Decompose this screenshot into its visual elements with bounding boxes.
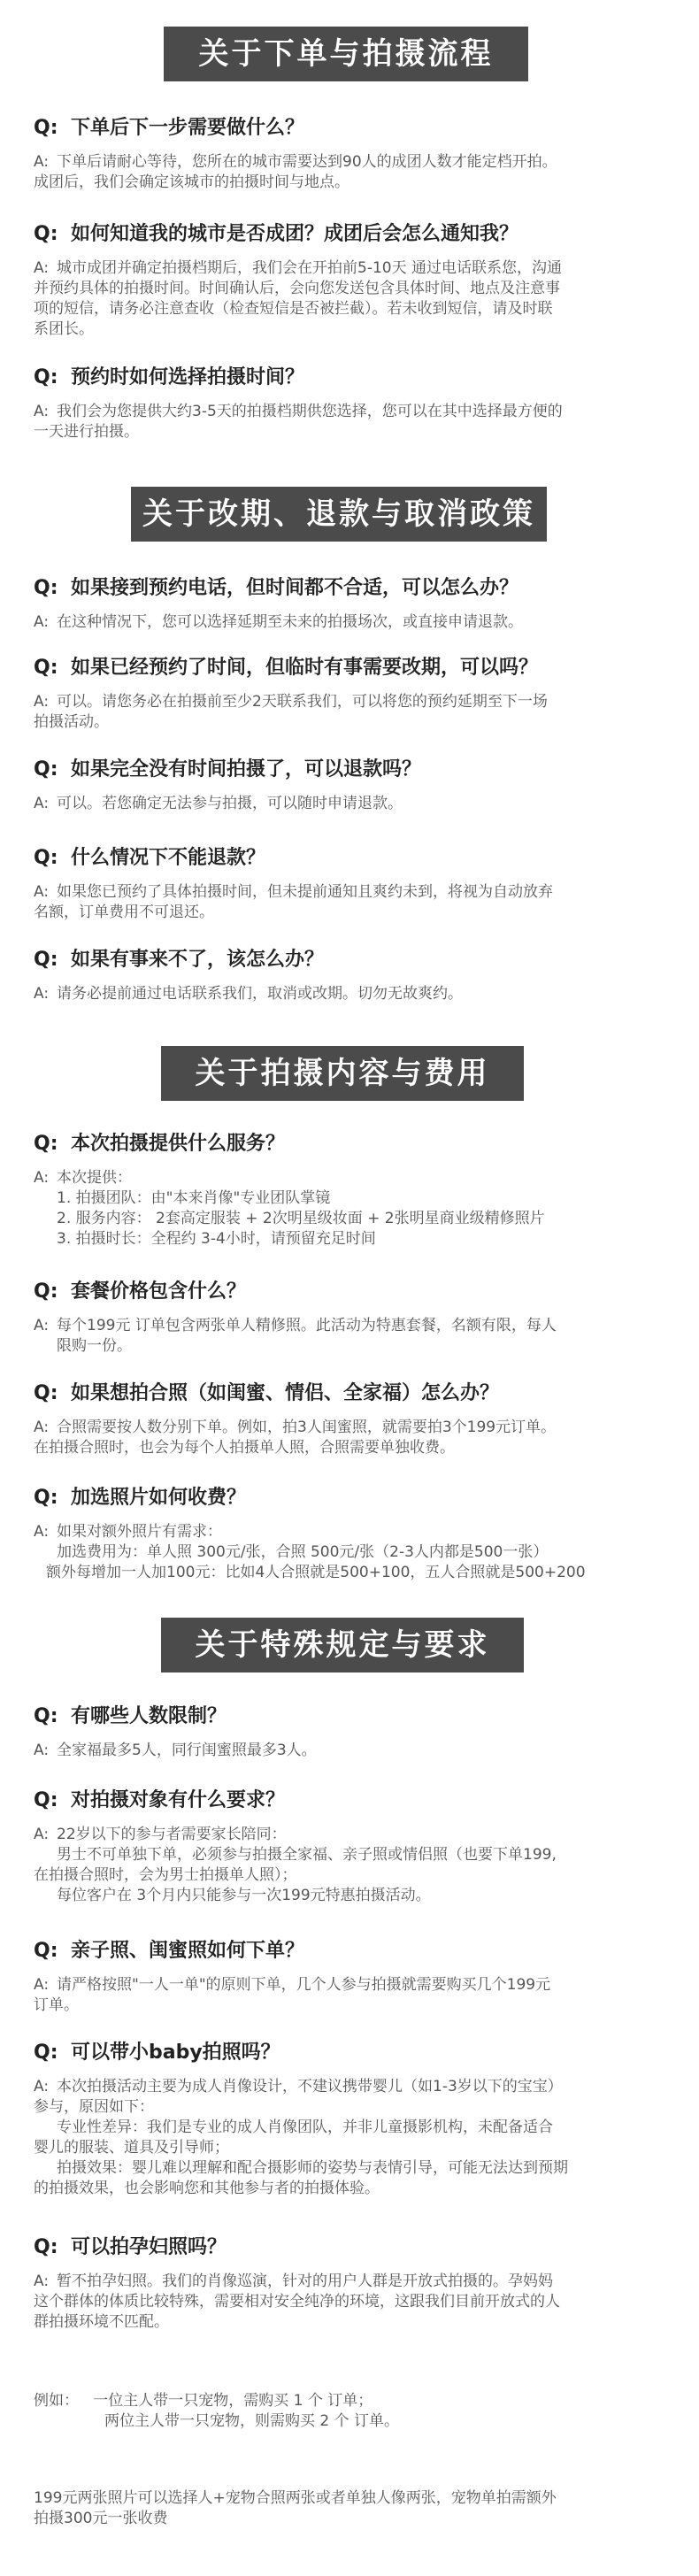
- pet-example-text: 一位主人带一只宠物，需购买 1 个 订单；: [93, 2392, 373, 2410]
- question-text: 本次拍摄提供什么服务？: [71, 1133, 286, 1155]
- section-header-order-process: 关于下单与拍摄流程: [164, 27, 528, 81]
- answer-line: 城市成团并确定拍摄档期后，我们会在开拍前5-10天 通过电话联系您，沟通: [57, 259, 562, 277]
- a-label: A:: [34, 1317, 50, 1334]
- pet-example: [34, 2380, 680, 2432]
- question-text: 可以拍孕妇照吗？: [71, 2236, 227, 2258]
- answer-line: 名额，订单费用不可退还。: [34, 904, 214, 921]
- faq-item: [34, 1703, 680, 1761]
- answer-line: 1. 拍摄团队：由"本来肖像"专业团队掌镜: [57, 1189, 331, 1207]
- answer-line: 在拍摄合照时，也会为每个人拍摄单人照，合照需要单独收费。: [34, 1439, 455, 1457]
- q-label: Q:: [34, 2042, 58, 2064]
- answer-line: 订单。: [34, 1996, 79, 2014]
- a-label: A:: [34, 693, 50, 711]
- a-label: A:: [34, 883, 50, 901]
- answer-line: 婴儿的服装、道具及引导师；: [34, 2139, 229, 2157]
- q-label: Q:: [34, 223, 58, 245]
- q-label: Q:: [34, 657, 58, 679]
- answer-line: 群拍摄环境不匹配。: [34, 2313, 169, 2331]
- answer-line: 参与，原因如下：: [34, 2098, 154, 2116]
- answer-line: 可以。若您确定无法参与拍摄，可以随时申请退款。: [57, 795, 403, 812]
- answer-line: 下单后请耐心等待，您所在的城市需要达到90人的成团人数才能定档开拍。: [57, 153, 557, 171]
- a-label: A:: [34, 1169, 50, 1187]
- answer-line: 额外每增加一人加100元：比如4人合照就是500+100，五人合照就是500+200: [46, 1564, 586, 1581]
- faq-item: [34, 1380, 680, 1458]
- q-label: Q:: [34, 758, 58, 780]
- answer-line: 暂不拍孕妇照。我们的肖像巡演，针对的用户人群是开放式拍摄的。孕妈妈: [57, 2272, 553, 2290]
- question-text: 如果接到预约电话，但时间都不合适，可以怎么办？: [71, 577, 519, 599]
- q-label: Q:: [34, 1705, 58, 1727]
- answer-line: 系团长。: [34, 320, 94, 338]
- answer-line: 全家福最多5人，同行闺蜜照最多3人。: [57, 1742, 317, 1759]
- answer-line: 可以。请您务必在拍摄前至少2天联系我们，可以将您的预约延期至下一场: [57, 693, 548, 711]
- faq-item: [34, 221, 680, 340]
- q-label: Q:: [34, 117, 58, 139]
- answer-line: 2. 服务内容： 2套高定服装 + 2次明星级妆面 + 2张明星商业级精修照片: [57, 1210, 545, 1227]
- answer-line: 如果您已预约了具体拍摄时间，但未提前通知且爽约未到，将视为自动放弃: [57, 883, 553, 901]
- q-label: Q:: [34, 1487, 58, 1509]
- faq-item: [34, 947, 680, 1004]
- q-label: Q:: [34, 366, 58, 388]
- q-label: Q:: [34, 2236, 58, 2258]
- question-text: 如果有事来不了，该怎么办？: [71, 949, 325, 971]
- faq-item: [34, 1788, 680, 1906]
- answer-line: 本次拍摄活动主要为成人肖像设计，不建议携带婴儿（如1-3岁以下的宝宝）: [57, 2078, 563, 2095]
- question-text: 对拍摄对象有什么要求？: [71, 1789, 286, 1811]
- a-label: A:: [34, 613, 50, 631]
- q-label: Q:: [34, 1382, 58, 1404]
- answer-line: 的拍摄效果，也会影响您和其他参与者的拍摄体验。: [34, 2180, 380, 2197]
- answer-line: 加选费用为：单人照 300元/张，合照 500元/张（2-3人内都是500一张）: [57, 1543, 549, 1561]
- a-label: A:: [34, 1523, 50, 1541]
- answer-line: 请严格按照"一人一单"的原则下单，几个人参与拍摄就需要购买几个199元: [57, 1976, 551, 1994]
- a-label: A:: [34, 1419, 50, 1436]
- a-label: A:: [34, 1976, 50, 1994]
- answer-line: 每位客户在 3个月内只能参与一次199元特惠拍摄活动。: [57, 1887, 431, 1904]
- question-text: 如果已经预约了时间，但临时有事需要改期，可以吗？: [71, 657, 539, 679]
- question-text: 预约时如何选择拍摄时间？: [71, 366, 305, 388]
- question-text: 什么情况下不能退款？: [71, 847, 266, 869]
- answer-line: 在拍摄合照时，会为男士拍摄单人照）；: [34, 1866, 297, 1884]
- footer-note-line: 拍摄300元一张收费: [34, 2510, 168, 2527]
- a-label: A:: [34, 259, 50, 277]
- answer-line: 每个199元 订单包含两张单人精修照。此活动为特惠套餐，名额有限，每人: [57, 1317, 557, 1334]
- section-header-content-fees: 关于拍摄内容与费用: [161, 1046, 524, 1101]
- question-text: 套餐价格包含什么？: [71, 1280, 247, 1303]
- answer-line: 3. 拍摄时长：全程约 3-4小时，请预留充足时间: [57, 1230, 376, 1248]
- pet-example-line: 两位主人带一只宠物，则需购买 2 个 订单。: [104, 2412, 400, 2430]
- question-text: 如何知道我的城市是否成团？成团后会怎么通知我？: [71, 223, 519, 245]
- answer-line: 如果对额外照片有需求：: [57, 1523, 222, 1541]
- q-label: Q:: [34, 1280, 58, 1303]
- answer-line: 并预约具体的拍摄时间。时间确认后，会向您发送包含具体时间、地点及注意事: [34, 280, 560, 297]
- faq-item: [34, 1485, 680, 1583]
- answer-line: 在这种情况下，您可以选择延期至未来的拍摄场次，或直接申请退款。: [57, 613, 523, 631]
- footer-note-line: 199元两张照片可以选择人+宠物合照两张或者单独人像两张，宠物单拍需额外: [34, 2489, 557, 2507]
- question-text: 如果想拍合照（如闺蜜、情侣、全家福）怎么办？: [71, 1382, 500, 1404]
- answer-line: 限购一份。: [57, 1337, 132, 1355]
- question-text: 可以带小baby拍照吗？: [71, 2042, 280, 2064]
- question-text: 加选照片如何收费？: [71, 1487, 247, 1509]
- q-label: Q:: [34, 949, 58, 971]
- a-label: A:: [34, 2272, 50, 2290]
- answer-line: 22岁以下的参与者需要家长陪同：: [57, 1826, 287, 1843]
- answer-line: 合照需要按人数分别下单。例如，拍3人闺蜜照，就需要拍3个199元订单。: [57, 1419, 557, 1436]
- question-text: 如果完全没有时间拍摄了，可以退款吗？: [71, 758, 422, 780]
- faq-item: [34, 1938, 680, 2016]
- a-label: A:: [34, 403, 50, 420]
- faq-item: [34, 2234, 680, 2333]
- faq-item: [34, 365, 680, 442]
- a-label: A:: [34, 153, 50, 171]
- pet-example-prefix: 例如：: [34, 2392, 79, 2410]
- answer-line: 本次提供：: [57, 1169, 132, 1187]
- answer-line: 拍摄效果：婴儿难以理解和配合摄影师的姿势与表情引导，可能无法达到预期: [57, 2159, 568, 2177]
- a-label: A:: [34, 1826, 50, 1843]
- faq-item: [34, 655, 680, 733]
- faq-item: [34, 1131, 680, 1250]
- q-label: Q:: [34, 847, 58, 869]
- question-text: 亲子照、闺蜜照如何下单？: [71, 1940, 305, 1962]
- section-header-special-rules: 关于特殊规定与要求: [161, 1618, 524, 1672]
- faq-item: [34, 1279, 680, 1357]
- answer-line: 拍摄活动。: [34, 713, 109, 731]
- a-label: A:: [34, 795, 50, 812]
- faq-item: [34, 115, 680, 193]
- answer-line: 男士不可单独下单，必须参与拍摄全家福、亲子照或情侣照（也要下单199,: [57, 1846, 557, 1864]
- a-label: A:: [34, 985, 50, 1003]
- answer-line: 我们会为您提供大约3-5天的拍摄档期供您选择，您可以在其中选择最方便的: [57, 403, 563, 420]
- answer-line: 项的短信，请务必注意查收（检查短信是否被拦截）。若未收到短信，请及时联: [34, 300, 553, 318]
- q-label: Q:: [34, 1940, 58, 1962]
- question-text: 下单后下一步需要做什么？: [71, 117, 305, 139]
- faq-item: [34, 845, 680, 923]
- answer-line: 这个群体的体质比较特殊，需要相对安全纯净的环境，这跟我们目前开放式的人: [34, 2293, 560, 2311]
- question-text: 有哪些人数限制？: [71, 1705, 227, 1727]
- faq-item: [34, 2040, 680, 2199]
- q-label: Q:: [34, 577, 58, 599]
- answer-line: 请务必提前通过电话联系我们，取消或改期。切勿无故爽约。: [57, 985, 463, 1003]
- q-label: Q:: [34, 1133, 58, 1155]
- a-label: A:: [34, 2078, 50, 2095]
- faq-item: [34, 757, 680, 814]
- faq-item: [34, 575, 680, 633]
- answer-line: 专业性差异：我们是专业的成人肖像团队，并非儿童摄影机构，未配备适合: [57, 2118, 553, 2136]
- section-header-refund-policy: 关于改期、退款与取消政策: [131, 487, 547, 542]
- answer-line: 一天进行拍摄。: [34, 423, 139, 441]
- q-label: Q:: [34, 1789, 58, 1811]
- answer-line: 成团后，我们会确定该城市的拍摄时间与地点。: [34, 173, 350, 191]
- a-label: A:: [34, 1742, 50, 1759]
- pet-example-line: [34, 2391, 680, 2411]
- footer-note: [34, 2478, 680, 2529]
